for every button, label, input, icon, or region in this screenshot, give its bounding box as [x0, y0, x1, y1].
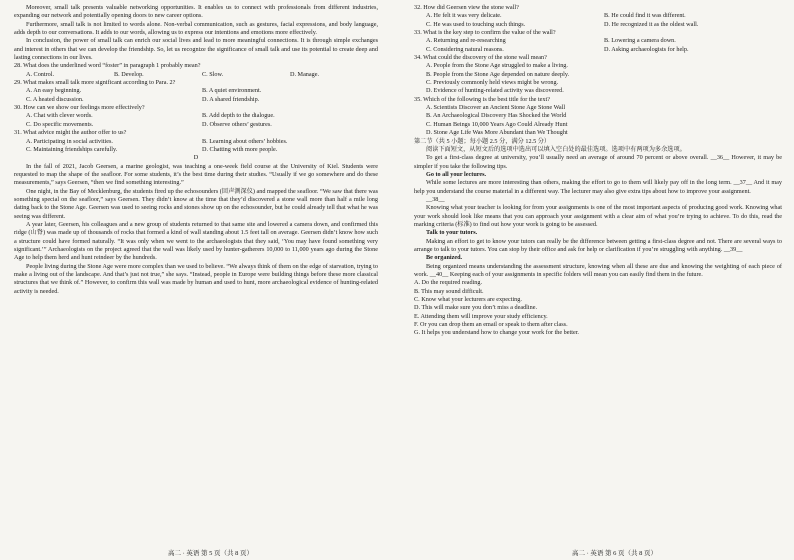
question-stem: 32. How did Geersen view the stone wall?	[414, 4, 519, 11]
option-item: A. An easy beginning.	[26, 87, 82, 95]
option-item: C. Slow.	[202, 70, 224, 78]
paragraph: While some lectures are more interesting than others, making the effort to go to them will likely pay off in the long term. __37__ And it may help you understand the course material in a different way. The lecturer may also give extra tips about how to improve your assignment.	[414, 179, 782, 195]
option-item: A. He felt it was very delicate.	[426, 12, 502, 20]
option-item: D. This will make sure you don’t miss a deadline.	[414, 304, 537, 312]
option-item: D. A shared friendship.	[202, 95, 260, 103]
option-row	[426, 46, 782, 54]
option-row	[26, 138, 378, 146]
option-item: C. Maintaining friendships carefully.	[26, 145, 118, 153]
option-item: C. Previously commonly held views might be wrong.	[426, 79, 559, 87]
question-stem: 31. What advice might the author offer to us?	[14, 129, 127, 137]
option-item: C. Do specific movements.	[26, 120, 94, 128]
option-item: B. An Archaeological Discovery Has Shocked the World	[426, 112, 567, 120]
option-item: B. Learning about others’ hobbies.	[202, 137, 288, 145]
option-item: C. Considering natural reasons.	[426, 45, 504, 53]
option-item: B. Lowering a camera down.	[604, 37, 676, 45]
section-instruction: 阅读下面短文，从短文后的选项中选出可以填入空白处的最佳选项。选项中有两项为多余选项。	[426, 145, 686, 153]
paragraph: In conclusion, the power of small talk can enrich our social lives and lead to more meaningful connections. It is through simple exchanges and interest in others that we can develop the friendship. So, let us recognize the significance of small talk and use its potential to create deep and lasting connections in our lives.	[14, 37, 378, 62]
option-item: B. A quiet environment.	[202, 87, 262, 95]
option-row	[426, 12, 782, 20]
option-item: A. Participating in social activities.	[26, 137, 113, 145]
option-row	[26, 71, 378, 79]
option-row	[26, 112, 378, 120]
option-item: B. Add depth to the dialogue.	[202, 112, 275, 120]
question-list	[414, 4, 782, 138]
option-row	[26, 146, 378, 154]
question-stem: 34. What could the discovery of the stone wall mean?	[414, 54, 547, 62]
option-item: D. He recognized it as the oldest wall.	[604, 20, 699, 28]
page-footer-left: 高二 · 英语 第 5 页（共 8 页）	[168, 550, 254, 557]
passage-intro: To get a first-class degree at university, you’ll usually need an average of around 70 percent or above overall. __36__ However, it may be simpler if you take the following tips.	[414, 154, 782, 170]
paragraph: A year later, Geersen, his colleagues and a new group of students returned to that same site and lowered a camera down, and confirmed this ridge (山脊) was made up of thousands of rocks that formed a kind of wall standing about 1.5 feet tall on average. Geersen didn’t know how such a structure could have formed naturally. “It was only when we went to the archaeologists that they said, ‘You may have found something very significant.’” Archaeologists on the project agreed that the wall was likely used by hunter-gatherers 10,000 to 11,000 years ago during the Stone Age to help them herd and hunt reindeer by the hundreds.	[14, 220, 378, 262]
option-item: D. Manage.	[290, 70, 320, 78]
question-stem: 35. Which of the following is the best title for the text?	[414, 95, 550, 103]
option-row	[26, 87, 378, 95]
paragraph: People living during the Stone Age were more complex than we used to believe. “We always think of them on the edge of starvation, trying to make a living out of the landscape. And that’s just not true,” she says. “Instead, people in Europe were building things before these more classical structures that we think of.” However, to confirm this wall was made by human and used to hunt, more archaeological evidence of hunting-related activity is needed.	[14, 262, 378, 295]
passage-heading: Go to all your lectures.	[426, 170, 487, 178]
section-letter: D	[193, 154, 199, 162]
question-list	[14, 62, 378, 154]
paragraph: Being organized means understanding the assessment structure, knowing when all these are due and knowing the weighting of each piece of work. __40__ Keeping each of your assignments in specific folders will mean you can easily find them in the future.	[414, 262, 782, 278]
right-page	[414, 4, 782, 544]
option-item: A. People from the Stone Age struggled to make a living.	[426, 62, 568, 70]
option-row	[26, 96, 378, 104]
option-item: D. Asking archaeologists for help.	[604, 45, 689, 53]
blank-38: __38__	[426, 195, 445, 203]
options-list	[414, 279, 782, 337]
paragraph: Knowing what your teacher is looking for from your assignments is one of the most important aspects of producing good work. Knowing what your work should look like means that you can approach your assignment with a clear aim of what you’re trying to achieve. To do this, read the marking criteria (标准) to find out how your work is going to be assessed.	[414, 204, 782, 228]
option-item: A. Control.	[26, 70, 55, 78]
option-item: C. A heated discussion.	[26, 95, 84, 103]
paragraph: One night, in the Bay of Mecklenburg, the students fired up the echosounders (回声测深仪) and mapped the seafloor. “We saw that there was something special on the seafloor,” says Geersen. They didn’t know at the time that they’d discovered a stone wall more than half a mile long dating back to the Stone Age. Geersen was used to seeing rocks and stones show up on the echosounder, but he could already tell that what he was seeing was different.	[14, 187, 378, 220]
option-item: D. Evidence of hunting-related activity was discovered.	[426, 87, 564, 95]
option-item: A. Chat with clever words.	[26, 112, 93, 120]
paragraph: Moreover, small talk presents valuable networking opportunities. It enables us to connect with professionals from different industries, expanding our network and potentially opening doors to new career options.	[14, 4, 378, 20]
option-item: A. Scientists Discover an Ancient Stone Age Stone Wall	[426, 104, 566, 112]
option-item: A. Returning and re-researching	[426, 37, 506, 45]
question-stem: 28. What does the underlined word “foster” in paragraph 1 probably mean?	[14, 62, 201, 70]
page-footer-right: 高二 · 英语 第 6 页（共 8 页）	[572, 550, 658, 557]
option-item: B. This may sound difficult.	[414, 287, 484, 295]
option-item: B. He could find it was different.	[604, 12, 686, 20]
option-item: A. Do the required reading.	[414, 279, 483, 287]
option-item: E. Attending them will improve your study efficiency.	[414, 312, 548, 320]
option-item: G. It helps you understand how to change your work for the better.	[414, 329, 579, 337]
option-row	[426, 37, 782, 45]
paragraph: In the fall of 2021, Jacob Geersen, a marine geologist, was teaching a one-week field course at the University of Kiel. Students were requested to map the shape of the seafloor. For some students, it’s the best time during their studies. “Usually if we go somewhere and do these measurements,” says Geersen, “then we find something interesting.”	[14, 162, 378, 187]
question-stem: 33. What is the key step to confirm the value of the wall?	[414, 29, 556, 37]
option-row	[26, 121, 378, 129]
passage-heading: Be organized.	[426, 254, 463, 262]
option-item: D. Observe others’ gestures.	[202, 120, 272, 128]
section-title: 第二节（共 5 小题；每小题 2.5 分，满分 12.5 分）	[414, 137, 551, 145]
option-item: C. Know what your lecturers are expecting.	[414, 296, 522, 304]
option-item: D. Stone Age Life Was More Abundant than We Thought	[426, 129, 568, 137]
option-item: C. Human Beings 10,000 Years Ago Could Already Hunt	[426, 120, 568, 128]
paragraph: Making an effort to get to know your tutors can really be the difference between getting a first-class degree and not. There are several ways to arrange to talk to your tutors. You can stop by their office and ask for help or clarification if you’re struggling with anything. __39__	[414, 237, 782, 253]
left-page	[14, 4, 378, 544]
option-item: B. People from the Stone Age depended on nature deeply.	[426, 70, 570, 78]
option-item: B. Develop.	[114, 70, 144, 78]
passage-heading: Talk to your tutors.	[426, 229, 478, 237]
option-item: C. He was used to touching such things.	[426, 20, 526, 28]
option-item: F. Or you can drop them an email or speak to them after class.	[414, 321, 568, 329]
paragraph: Furthermore, small talk is not limited to words alone. Non-verbal communication, such as gestures, facial expressions, and body language, adds depth to our conversations. It adds to our words, allowing us to express our intentions and emotions more effectively.	[14, 20, 378, 37]
option-row	[426, 21, 782, 29]
option-item: D. Chatting with more people.	[202, 145, 278, 153]
question-stem: 29. What makes small talk more significant according to Para. 2?	[14, 79, 176, 87]
question-stem: 30. How can we show our feelings more effectively?	[14, 104, 145, 112]
